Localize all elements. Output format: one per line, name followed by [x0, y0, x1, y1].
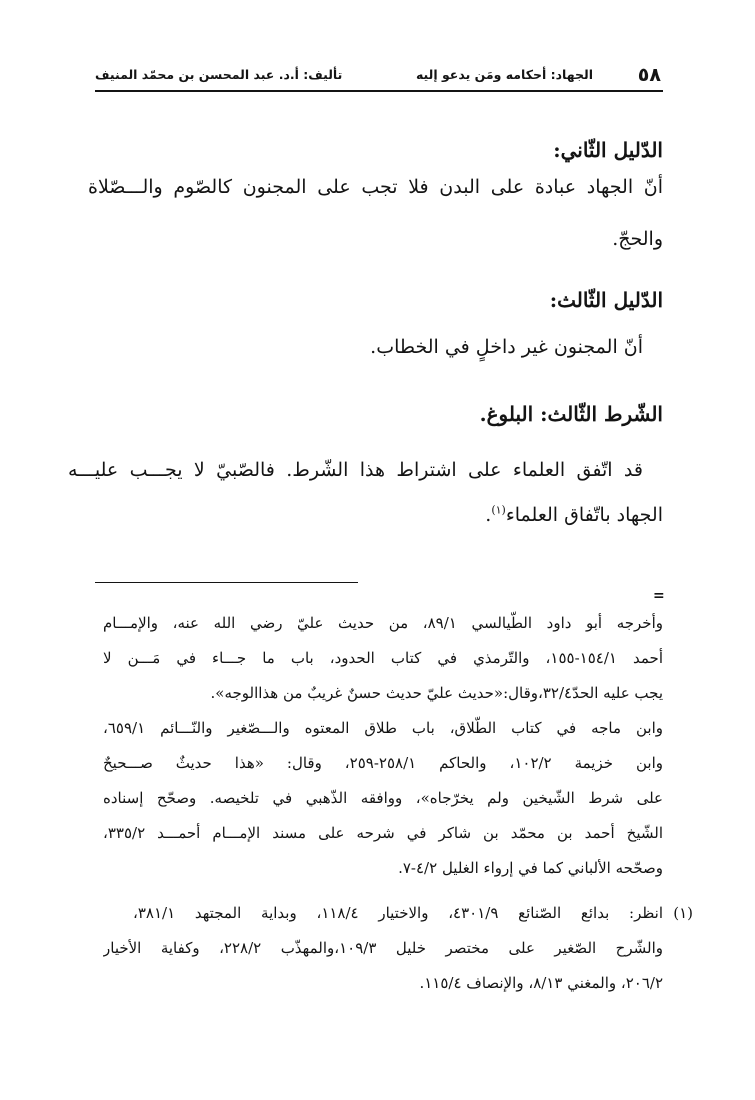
second-proof-line-1: أنّ الجهاد عبادة على البدن فلا تجب على المجنون كالصّوم والـــصّلاة [88, 176, 663, 198]
footnote-continued-line: الشّيخ أحمد بن محمّد بن شاكر في شرحه على مسند الإمـــام أحمـــد ٣٣٥/٢، [103, 824, 663, 842]
running-header [95, 62, 663, 92]
footnote-continued-line: يجب عليه الحدّ٣٢/٤،وقال:«حديث عليّ حديث حسنٌ غريبٌ من هذاالوجه». [210, 684, 663, 702]
footnote-1-number: (١) [673, 904, 693, 922]
footnote-continued-line: وأخرجه أبو داود الطّيالسي ٨٩/١، من حديث عليّ رضي الله عنه، والإمـــام [103, 614, 663, 632]
heading-third-proof: الدّليل الثّالث: [549, 288, 663, 312]
footnote-separator [95, 582, 358, 583]
footnote-1-line: انظر: بدائع الصّنائع ٤٣٠١/٩، والاختيار ١١٨/٤، وبداية المجتهد ٣٨١/١، [133, 904, 663, 922]
heading-second-proof: الدّليل الثّاني: [553, 138, 663, 162]
footnote-continued-line: على شرط الشّيخين ولم يخرّجاه»، ووافقه الذّهبي في تلخيصه. وصحّح إسناده [103, 789, 663, 807]
third-proof-text: أنّ المجنون غير داخلٍ في الخطاب. [370, 336, 643, 358]
footnote-continuation-mark: = [653, 588, 665, 604]
page-number: ٥٨ [637, 64, 661, 86]
footnote-continued-line: وابن خزيمة ١٠٢/٢، والحاكم ٢٥٨/١-٢٥٩، وقال: «هذا حديثٌ صـــحيحٌ [103, 754, 663, 772]
third-condition-line-2 [88, 498, 663, 532]
footnote-reference: (١) [491, 503, 506, 517]
sentence-end: . [485, 504, 492, 526]
footnote-continued-line: وصحّحه الألباني كما في إرواء الغليل ٤/٢-٧. [398, 859, 663, 877]
third-condition-line-1: قد اتّفق العلماء على اشتراط هذا الشّرط. فالصّبيّ لا يجـــب عليـــه [68, 459, 643, 481]
footnote-1-line: والشّرح الصّغير على مختصر خليل ١٠٩/٣،والمهذّب ٢٢٨/٢، وكفاية الأخيار [103, 939, 663, 957]
footnote-continued-line: أحمد ١٥٤/١-١٥٥، والتّرمذي في كتاب الحدود، باب ما جـــاء في مَـــن لا [103, 649, 663, 667]
third-condition-line-2-text: الجهاد باتّفاق العلماء [505, 504, 663, 526]
running-book-title: الجهاد: أحكامه ومَن يدعو إليه [415, 67, 593, 82]
heading-third-condition: الشّرط الثّالث: البلوغ. [479, 402, 663, 426]
footnote-continued-line: وابن ماجه في كتاب الطّلاق، باب طلاق المعتوه والـــصّغير والنّـــائم ٦٥٩/١، [103, 719, 663, 737]
running-author: تأليف: أ.د. عبد المحسن بن محمّد المنيف [95, 67, 343, 82]
second-proof-line-2: والحجّ. [612, 228, 663, 250]
footnote-1-line: ٢٠٦/٢، والمغني ٨/١٣، والإنصاف ١١٥/٤. [419, 974, 663, 992]
